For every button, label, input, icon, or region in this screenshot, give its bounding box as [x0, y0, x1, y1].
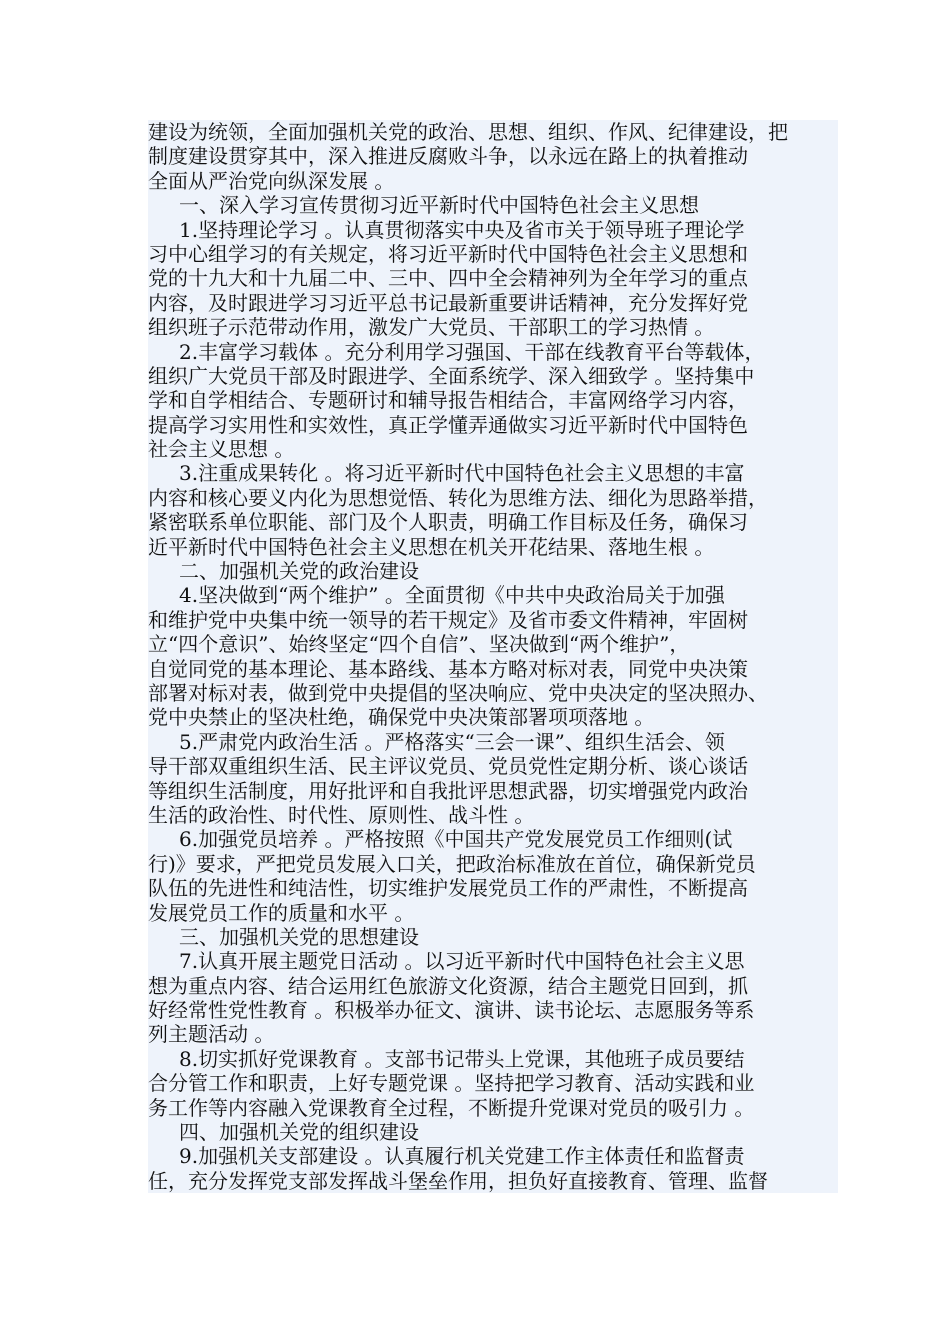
text-line: 8.切实抓好党课教育 。支部书记带头上党课，其他班子成员要结 — [148, 1047, 838, 1071]
text-line: 三、加强机关党的思想建设 — [148, 925, 838, 949]
text-line: 内容，及时跟进学习习近平总书记最新重要讲话精神，充分发挥好党 — [148, 291, 838, 315]
text-line: 合分管工作和职责，上好专题党课 。坚持把学习教育、活动实践和业 — [148, 1071, 838, 1095]
text-line: 提高学习实用性和实效性，真正学懂弄通做实习近平新时代中国特色 — [148, 413, 838, 437]
text-line: 组织班子示范带动作用，激发广大党员、干部职工的学习热情 。 — [148, 315, 838, 339]
text-line: 生活的政治性、时代性、原则性、战斗性 。 — [148, 803, 838, 827]
text-line: 组织广大党员干部及时跟进学、全面系统学、深入细致学 。坚持集中 — [148, 364, 838, 388]
document-body — [148, 120, 838, 1193]
text-line: 4.坚决做到“两个维护” 。全面贯彻《中共中央政治局关于加强 — [148, 583, 838, 607]
text-line: 和维护党中央集中统一领导的若干规定》及省市委文件精神，牢固树 — [148, 608, 838, 632]
text-line: 党中央禁止的坚决杜绝，确保党中央决策部署项项落地 。 — [148, 705, 838, 729]
text-line: 7.认真开展主题党日活动 。以习近平新时代中国特色社会主义思 — [148, 949, 838, 973]
text-line: 1.坚持理论学习 。认真贯彻落实中央及省市关于领导班子理论学 — [148, 218, 838, 242]
text-line: 一、深入学习宣传贯彻习近平新时代中国特色社会主义思想 — [148, 193, 838, 217]
text-line: 行)》要求，严把党员发展入口关，把政治标准放在首位，确保新党员 — [148, 852, 838, 876]
text-line: 四、加强机关党的组织建设 — [148, 1120, 838, 1144]
text-line: 导干部双重组织生活、民主评议党员、党员党性定期分析、谈心谈话 — [148, 754, 838, 778]
text-line: 6.加强党员培养 。严格按照《中国共产党发展党员工作细则(试 — [148, 827, 838, 851]
text-line: 队伍的先进性和纯洁性，切实维护发展党员工作的严肃性，不断提高 — [148, 876, 838, 900]
text-line: 5.严肃党内政治生活 。严格落实“三会一课”、组织生活会、领 — [148, 730, 838, 754]
text-line: 发展党员工作的质量和水平 。 — [148, 901, 838, 925]
text-line: 紧密联系单位职能、部门及个人职责，明确工作目标及任务，确保习 — [148, 510, 838, 534]
text-line: 立“四个意识”、始终坚定“四个自信”、坚决做到“两个维护”， — [148, 632, 838, 656]
text-line: 自觉同党的基本理论、基本路线、基本方略对标对表，同党中央决策 — [148, 657, 838, 681]
text-line: 习中心组学习的有关规定，将习近平新时代中国特色社会主义思想和 — [148, 242, 838, 266]
text-line: 近平新时代中国特色社会主义思想在机关开花结果、落地生根 。 — [148, 535, 838, 559]
text-line: 任，充分发挥党支部发挥战斗堡垒作用，担负好直接教育、管理、监督 — [148, 1169, 838, 1193]
text-line: 社会主义思想 。 — [148, 437, 838, 461]
text-line: 务工作等内容融入党课教育全过程，不断提升党课对党员的吸引力 。 — [148, 1096, 838, 1120]
text-line: 9.加强机关支部建设 。认真履行机关党建工作主体责任和监督责 — [148, 1144, 838, 1168]
text-line: 建设为统领，全面加强机关党的政治、思想、组织、作风、纪律建设，把 — [148, 120, 838, 144]
text-line: 3.注重成果转化 。将习近平新时代中国特色社会主义思想的丰富 — [148, 461, 838, 485]
text-line: 党的十九大和十九届二中、三中、四中全会精神列为全年学习的重点 — [148, 266, 838, 290]
text-line: 学和自学相结合、专题研讨和辅导报告相结合，丰富网络学习内容， — [148, 388, 838, 412]
text-line: 二、加强机关党的政治建设 — [148, 559, 838, 583]
text-line: 等组织生活制度，用好批评和自我批评思想武器，切实增强党内政治 — [148, 779, 838, 803]
text-line: 列主题活动 。 — [148, 1022, 838, 1046]
text-line: 制度建设贯穿其中，深入推进反腐败斗争，以永远在路上的执着推动 — [148, 144, 838, 168]
text-line: 部署对标对表，做到党中央提倡的坚决响应、党中央决定的坚决照办、 — [148, 681, 838, 705]
text-line: 全面从严治党向纵深发展 。 — [148, 169, 838, 193]
text-line: 2.丰富学习载体 。充分利用学习强国、干部在线教育平台等载体， — [148, 340, 838, 364]
text-line: 好经常性党性教育 。积极举办征文、演讲、读书论坛、志愿服务等系 — [148, 998, 838, 1022]
text-line: 想为重点内容、结合运用红色旅游文化资源，结合主题党日回到，抓 — [148, 974, 838, 998]
text-line: 内容和核心要义内化为思想觉悟、转化为思维方法、细化为思路举措， — [148, 486, 838, 510]
